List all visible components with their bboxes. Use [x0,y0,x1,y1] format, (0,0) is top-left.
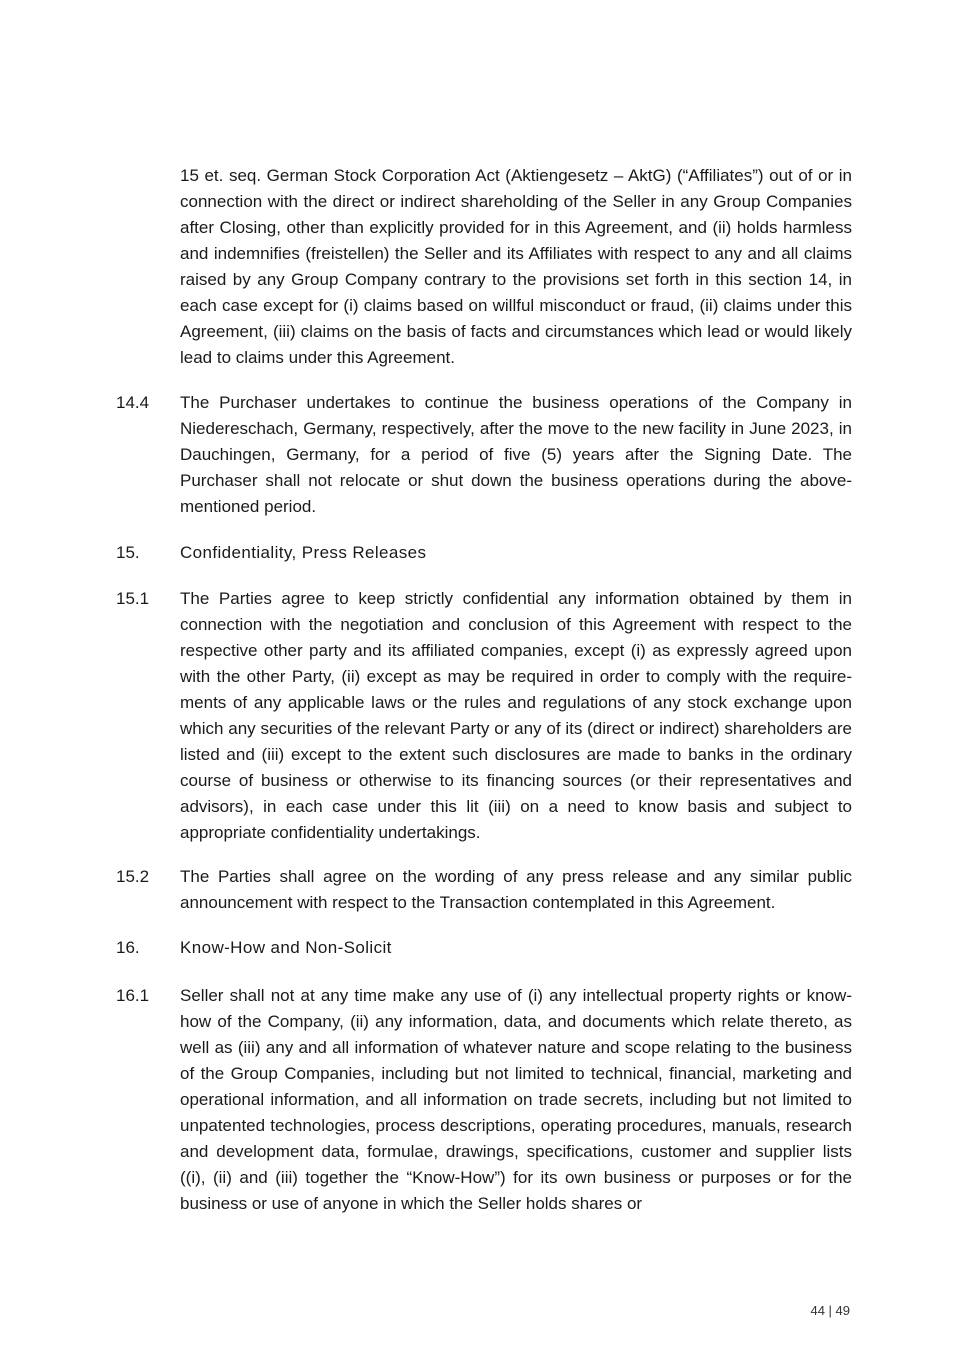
paragraph-text: The Parties shall agree on the wording of any press release and any similar public announcement with respect to the Transaction contemplated in this Agreement. [180,867,852,912]
paragraph-number: 16.1 [116,986,150,1005]
paragraph-text: Seller shall not at any time make any use of (i) any intellectual property rights or knowhow of the Company, (ii) any information, data, and documents which relate thereto, as well as (iii) any and all information of whatever nature and scope relating to the business of the Group Companies, including but not limited to technical, financial, marketing and operational information, and all information on trade secrets, including but not limited to unpatented technologies, process descriptions, operating procedures, manuals, research and development data, formulae, drawings, specifications, customer and supplier lists ((i), (ii) and (iii) together the “Know-How”) for its own business or purposes or for the business or use of anyone in which the Seller holds shares or [180,986,852,1213]
paragraph-text: The Parties agree to keep strictly confidential any information obtained by them in connection with the negotiation and conclusion of this Agreement with respect to the respective other party and its affiliated companies, except (i) as expressly agreed upon with the other Party, (ii) except as may be required in order to comply with the requirements of any applicable laws or the rules and regulations of any stock exchange upon which any securities of the relevant Party or any of its (direct or indirect) shareholders are listed and (iii) except to the extent such disclosures are made to banks in the ordinary course of business or otherwise to its financing sources (or their representatives and advisors), in each case under this lit (iii) on a need to know basis and subject to appropriate confidentiality undertakings. [180,589,852,842]
paragraph-number: 15.2 [116,867,150,886]
paragraph-text: The Purchaser undertakes to continue the business operations of the Company in Niedereschach, Germany, respectively, after the move to the new facility in June 2023, in Dauchingen, Germany, for a period of five (5) years after the Signing Date. The Purchaser shall not relocate or shut down the business operations during the abovementioned period. [180,393,852,516]
section-number: 15. [116,543,140,562]
section-number: 16. [116,938,140,957]
paragraph-text: 15 et. seq. German Stock Corporation Act (Aktiengesetz – AktG) (“Affiliates”) out of or in connection with the direct or indirect shareholding of the Seller in any Group Companies after Closing, other than explicitly provided for in this Agreement, and (ii) holds harmless and indemnifies (freistellen) the Seller and its Affiliates with respect to any and all claims raised by any Group Company contrary to the provisions set forth in this section 14, in each case except for (i) claims based on willful misconduct or fraud, (ii) claims under this Agreement, (iii) claims on the basis of facts and circumstances which lead or would likely lead to claims under this Agreement. [180,166,852,367]
section-title: Confidentiality, Press Releases [180,543,427,562]
paragraph-number: 15.1 [116,589,150,608]
paragraph-number: 14.4 [116,393,150,412]
section-title: Know-How and Non-Solicit [180,938,392,957]
page-number: 44 | 49 [810,1303,850,1318]
